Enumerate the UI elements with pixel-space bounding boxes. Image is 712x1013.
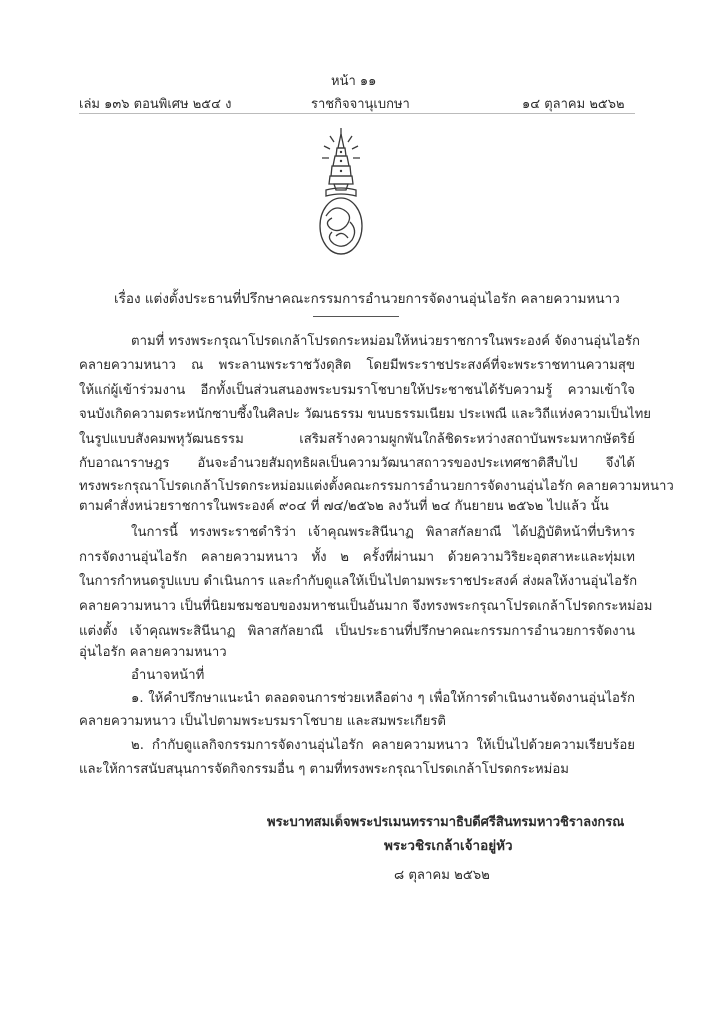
paragraph-line: การจัดงานอุ่นไอรัก คลายความหนาว ทั้ง ๒ ครั้งที่ผ่านมา ด้วยความวิริยะอุตสาหะและทุ่มเท <box>79 550 635 565</box>
paragraph-line: อุ่นไอรัก คลายความหนาว <box>79 645 227 660</box>
paragraph-line: ตามที่ ทรงพระกรุณาโปรดเกล้าโปรดกระหม่อมให้หน่วยราชการในพระองค์ จัดงานอุ่นไอรัก <box>131 334 640 349</box>
paragraph-line: ตามคำสั่งหน่วยราชการในพระองค์ ๙๐๔ ที่ ๗๔/๒๕๖๒ ลงวันที่ ๒๔ กันยายน ๒๕๖๒ ไปแล้ว นั้น <box>79 499 609 514</box>
paragraph-line: ทรงพระกรุณาโปรดเกล้าโปรดกระหม่อมแต่งตั้งคณะกรรมการอำนวยการจัดงานอุ่นไอรัก คลายความหนาว <box>79 479 674 494</box>
paragraph-line: ในรูปแบบสังคมพหุวัฒนธรรม เสริมสร้างความผูกพันใกล้ชิดระหว่างสถาบันพระมหากษัตริย์ <box>79 432 635 447</box>
duty-line: ๒. กำกับดูแลกิจกรรมการจัดงานอุ่นไอรัก คลายความหนาว ให้เป็นไปด้วยความเรียบร้อย <box>131 738 635 753</box>
header-rule <box>79 113 635 114</box>
paragraph-line: คลายความหนาว ณ พระลานพระราชวังดุสิต โดยมีพระราชประสงค์ที่จะพระราชทานความสุข <box>79 358 635 373</box>
paragraph-line: คลายความหนาว เป็นที่นิยมชมชอบของมหาชนเป็นอันมาก จึงทรงพระกรุณาโปรดเกล้าโปรดกระหม่อม <box>79 599 653 614</box>
paragraph-line: กับอาณาราษฎร อันจะอำนวยสัมฤทธิผลเป็นความวัฒนาสถาวรของประเทศชาติสืบไป จึงได้ <box>79 456 635 471</box>
volume-info: เล่ม ๑๓๖ ตอนพิเศษ ๒๕๔ ง <box>79 97 232 112</box>
page-number: หน้า ๑๑ <box>331 74 377 89</box>
paragraph-line: ในการกำหนดรูปแบบ ดำเนินการ และกำกับดูแลให้เป็นไปตามพระราชประสงค์ ส่งผลให้งานอุ่นไอรัก <box>79 574 638 589</box>
paragraph-line: ให้แก่ผู้เข้าร่วมงาน อีกทั้งเป็นส่วนสนองพระบรมราโชบายให้ประชาชนได้รับความรู้ ความเข้าใจ <box>79 383 635 398</box>
paragraph-line: ในการนี้ ทรงพระราชดำริว่า เจ้าคุณพระสินีนาฏ พิลาสกัลยาณี ได้ปฏิบัติหน้าที่บริหาร <box>131 525 635 540</box>
paragraph-line: แต่งตั้ง เจ้าคุณพระสินีนาฏ พิลาสกัลยาณี เป็นประธานที่ปรึกษาคณะกรรมการอำนวยการจัดงาน <box>79 624 635 639</box>
duties-heading: อำนาจหน้าที่ <box>131 668 205 683</box>
duty-line: ๑. ให้คำปรึกษาแนะนำ ตลอดจนการช่วยเหลือต่าง ๆ เพื่อให้การดำเนินงานจัดงานอุ่นไอรัก <box>131 691 635 706</box>
signature-title: พระวชิรเกล้าเจ้าอยู่หัว <box>384 838 513 854</box>
duty-line: และให้การสนับสนุนการจัดกิจกรรมอื่น ๆ ตามที่ทรงพระกรุณาโปรดเกล้าโปรดกระหม่อม <box>79 762 569 777</box>
paragraph-line: จนบังเกิดความตระหนักซาบซึ้งในศิลปะ วัฒนธรรม ขนบธรรมเนียม ประเพณี และวิถีแห่งความเป็นไทย <box>79 407 652 422</box>
gazette-date: ๑๔ ตุลาคม ๒๕๖๒ <box>522 97 625 112</box>
subject-underline <box>313 316 399 317</box>
subject-line: เรื่อง แต่งตั้งประธานที่ปรึกษาคณะกรรมการอำนวยการจัดงานอุ่นไอรัก คลายความหนาว <box>114 291 620 307</box>
gazette-name: ราชกิจจานุเบกษา <box>311 97 410 112</box>
signature-name: พระบาทสมเด็จพระปรเมนทรรามาธิบดีศรีสินทรมหาวชิราลงกรณ <box>267 815 625 830</box>
royal-crown-emblem-icon <box>316 126 366 260</box>
duty-line: คลายความหนาว เป็นไปตามพระบรมราโชบาย และสมพระเกียรติ <box>79 714 446 729</box>
signature-date: ๘ ตุลาคม ๒๕๖๒ <box>394 868 490 883</box>
